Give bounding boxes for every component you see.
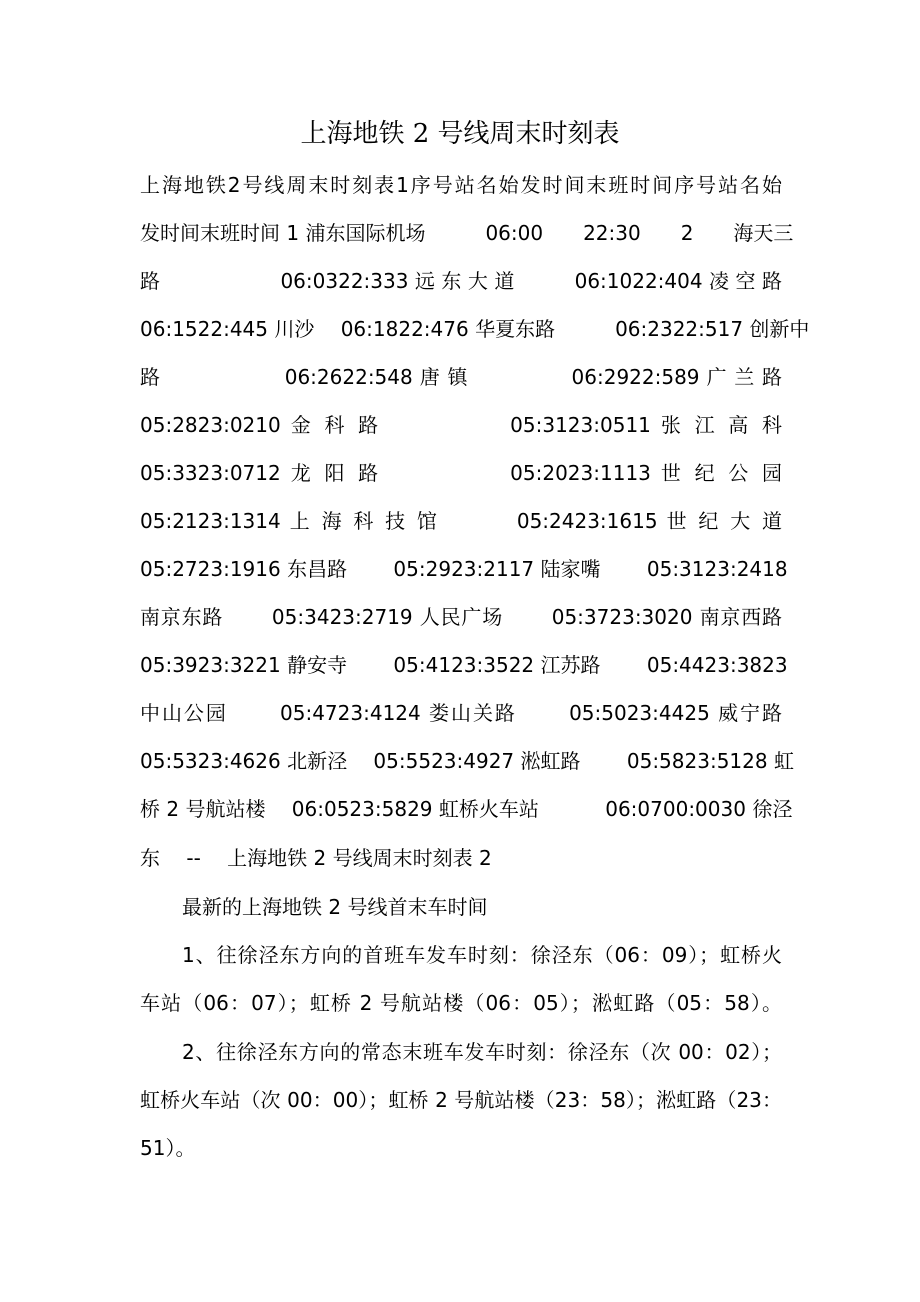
paragraph-1-line-1: 1、往徐泾东方向的首班车发车时刻：徐泾东（06：09）；虹桥火 (182, 943, 782, 967)
body-line-1: 上海地铁2号线周末时刻表1序号站名始发时间末班时间序号站名始 (140, 173, 782, 197)
body-line-13: 05:5323:4626 北新泾 05:5523:4927 淞虹路 05:5823:5128 虹 (140, 749, 794, 773)
paragraph-1-line-2: 车站（06：07）；虹桥 2 号航站楼（06：05）；淞虹路（05：58）。 (140, 991, 782, 1015)
paragraph-2-line-2: 虹桥火车站（次 00：00）；虹桥 2 号航站楼（23：58）；淞虹路（23： (140, 1088, 782, 1112)
body-line-6: 05:2823:0210 金 科 路 05:3123:0511 张 江 高 科 (140, 413, 782, 437)
body-line-9: 05:2723:1916 东昌路 05:2923:2117 陆家嘴 05:3123:2418 (140, 557, 788, 581)
section-heading: 最新的上海地铁 2 号线首末车时间 (182, 895, 488, 919)
body-line-11: 05:3923:3221 静安寺 05:4123:3522 江苏路 05:4423:3823 (140, 653, 788, 677)
body-line-8: 05:2123:1314 上 海 科 技 馆 05:2423:1615 世 纪 大 道 (140, 509, 782, 533)
page-title: 上海地铁 2 号线周末时刻表 (300, 119, 620, 149)
body-line-5: 路 06:2622:548 唐 镇 06:2922:589 广 兰 路 (140, 365, 782, 389)
body-line-12: 中山公园 05:4723:4124 娄山关路 05:5023:4425 威宁路 (140, 701, 782, 725)
body-line-14: 桥 2 号航站楼 06:0523:5829 虹桥火车站 06:0700:0030 徐泾 (140, 797, 793, 821)
body-line-7: 05:3323:0712 龙 阳 路 05:2023:1113 世 纪 公 园 (140, 461, 782, 485)
paragraph-2-line-1: 2、往徐泾东方向的常态末班车发车时刻：徐泾东（次 00：02）； (182, 1040, 782, 1064)
body-line-10: 南京东路 05:3423:2719 人民广场 05:3723:3020 南京西路 (140, 605, 782, 629)
body-line-3: 路 06:0322:333 远 东 大 道 06:1022:404 凌 空 路 (140, 269, 782, 293)
body-line-2: 发时间末班时间 1 浦东国际机场 06:00 22:30 2 海天三 (140, 221, 794, 245)
body-line-4: 06:1522:445 川沙 06:1822:476 华夏东路 06:2322:517 创新中 (140, 317, 810, 341)
paragraph-2-line-3: 51）。 (140, 1136, 196, 1160)
body-line-15: 东 -- 上海地铁 2 号线周末时刻表 2 (140, 846, 492, 870)
